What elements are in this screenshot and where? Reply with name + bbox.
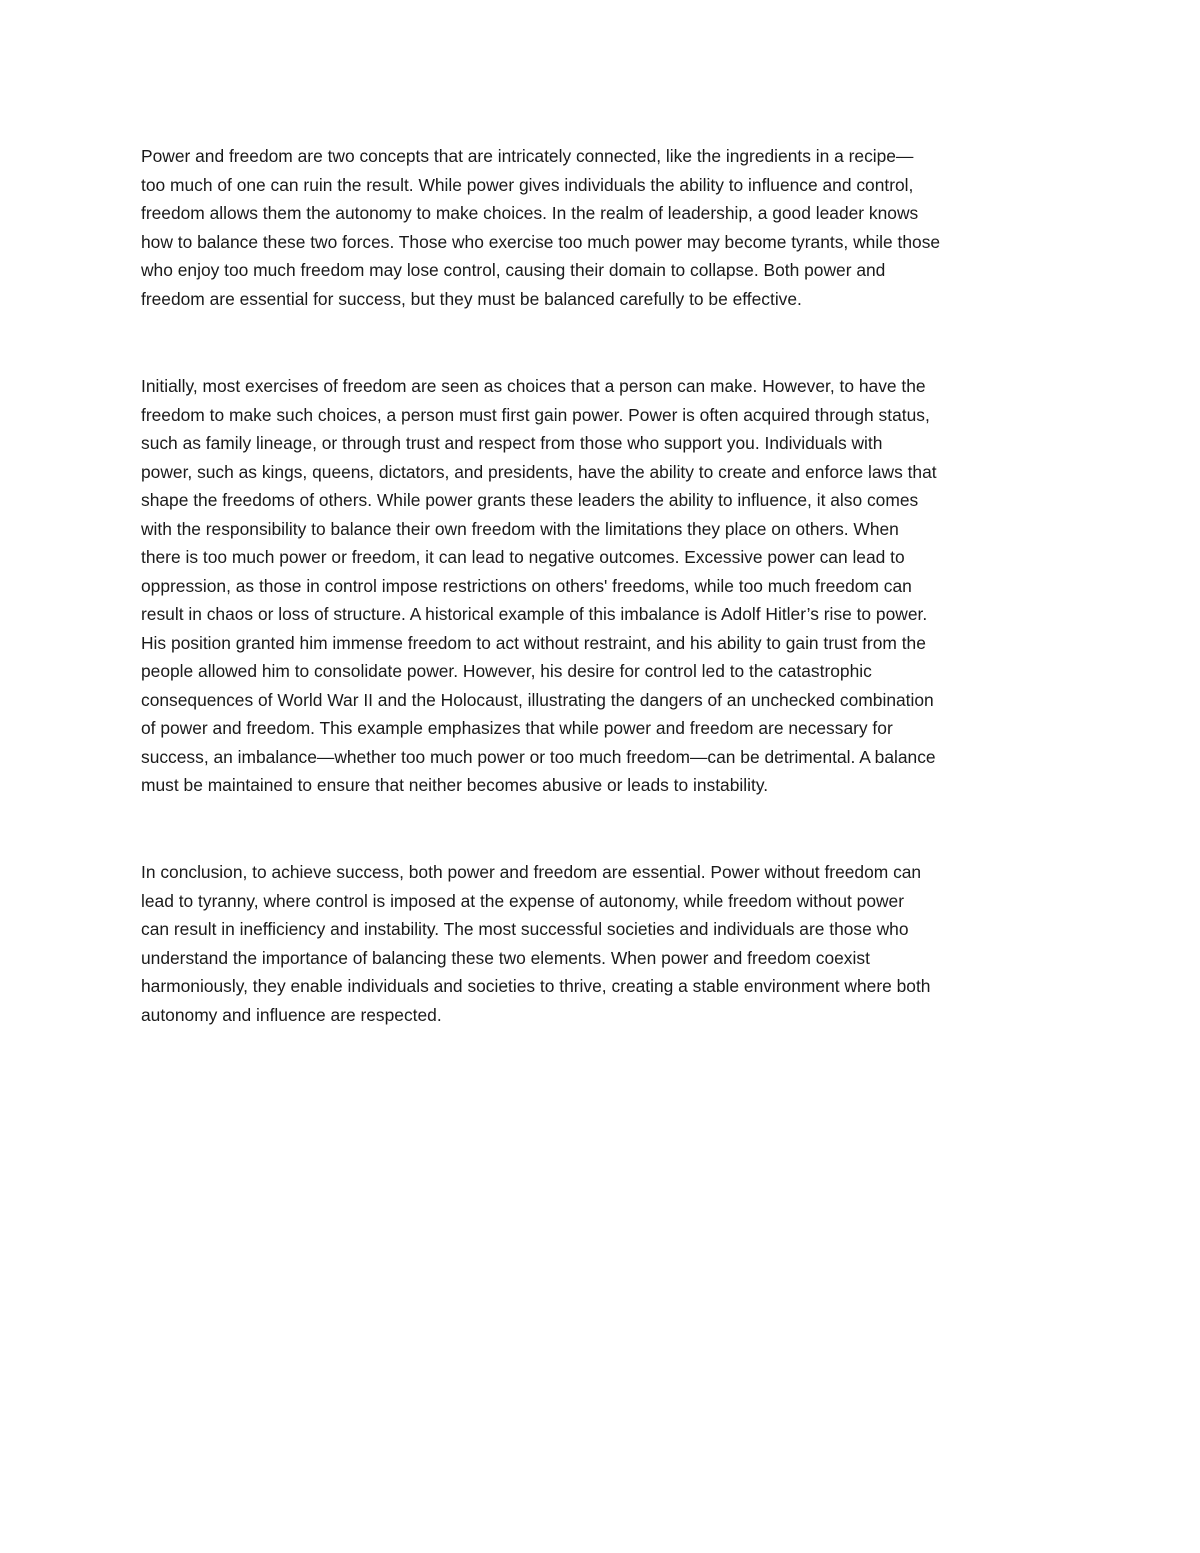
text-line: Initially, most exercises of freedom are seen as choices that a person can make. However, to have the <box>141 376 926 396</box>
text-line: freedom allows them the autonomy to make choices. In the realm of leadership, a good leader knows <box>141 203 919 223</box>
text-line: success, an imbalance—whether too much power or too much freedom—can be detrimental. A balance <box>141 746 936 767</box>
paragraph-conclusion <box>141 858 1071 1029</box>
text-line: can result in inefficiency and instability. The most successful societies and individuals are those who <box>141 919 909 939</box>
text-line: consequences of World War II and the Holocaust, illustrating the dangers of an unchecked combination <box>141 689 934 710</box>
text-line: how to balance these two forces. Those who exercise too much power may become tyrants, while those <box>141 231 941 252</box>
text-line: who enjoy too much freedom may lose control, causing their domain to collapse. Both power and <box>141 260 886 280</box>
text-line: understand the importance of balancing these two elements. When power and freedom coexist <box>141 947 870 968</box>
text-line: shape the freedoms of others. While power grants these leaders the ability to influence, it also comes <box>141 490 919 510</box>
text-line: must be maintained to ensure that neither becomes abusive or leads to instability. <box>141 775 769 795</box>
text-line: result in chaos or loss of structure. A historical example of this imbalance is Adolf Hitler’s rise to power. <box>141 604 928 624</box>
text-line: harmoniously, they enable individuals and societies to thrive, creating a stable environment where both <box>141 976 931 996</box>
paragraph-body <box>141 372 1071 800</box>
text-line: lead to tyranny, where control is imposed at the expense of autonomy, while freedom without power <box>141 890 905 911</box>
text-line: there is too much power or freedom, it can lead to negative outcomes. Excessive power can lead to <box>141 547 905 567</box>
text-line: freedom to make such choices, a person must first gain power. Power is often acquired through status, <box>141 404 930 425</box>
text-line: freedom are essential for success, but they must be balanced carefully to be effective. <box>141 288 802 309</box>
text-line: power, such as kings, queens, dictators, and presidents, have the ability to create and enforce laws that <box>141 461 937 482</box>
text-line: oppression, as those in control impose restrictions on others' freedoms, while too much freedom can <box>141 575 912 596</box>
text-line: In conclusion, to achieve success, both power and freedom are essential. Power without freedom can <box>141 862 922 882</box>
text-line: people allowed him to consolidate power. However, his desire for control led to the catastrophic <box>141 661 872 681</box>
text-line: of power and freedom. This example emphasizes that while power and freedom are necessary for <box>141 718 893 738</box>
text-line: such as family lineage, or through trust and respect from those who support you. Individuals with <box>141 433 883 453</box>
text-line: with the responsibility to balance their own freedom with the limitations they place on others. When <box>141 518 899 539</box>
text-line: too much of one can ruin the result. While power gives individuals the ability to influence and control, <box>141 174 914 195</box>
paragraph-introduction <box>141 142 1071 313</box>
text-line: Power and freedom are two concepts that are intricately connected, like the ingredients in a recipe— <box>141 146 914 166</box>
text-line: autonomy and influence are respected. <box>141 1004 442 1025</box>
text-line: His position granted him immense freedom to act without restraint, and his ability to gain trust from the <box>141 632 926 653</box>
